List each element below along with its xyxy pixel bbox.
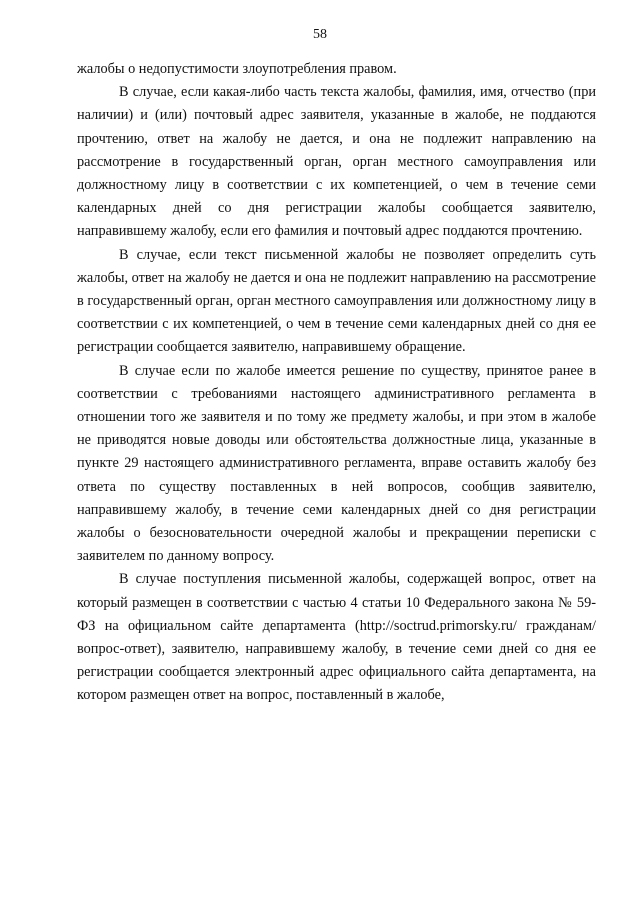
paragraph-undefined-essence: В случае, если текст письменной жалобы не позволяет определить суть жалобы, ответ на жалобу не дается и она не подлежит направлению на рассмотрение в государственный орган, орган местного самоуправления или должностному лицу в соответствии с их компетенцией, о чем в течение семи календарных дней со дня ее регистрации сообщается заявителю, направившему обращение. [77, 246, 596, 356]
paragraph-unreadable-complaint: В случае, если какая-либо часть текста жалобы, фамилия, имя, отчество (при наличии) и (или) почтовый адрес заявителя, указанные в жалобе, не поддаются прочтению, ответ на жалобу не дается, и она не подлежит направлению на рассмотрение в государственный орган, орган местного самоуправления или должностному лицу в соответствии с их компетенцией, о чем в течение семи календарных дней со дня регистрации жалобы сообщается заявителю, направившему жалобу, если его фамилия и почтовый адрес поддаются прочтению. [77, 84, 596, 240]
page-number: 58 [313, 27, 327, 42]
document-body [77, 58, 596, 708]
paragraph-answer-on-website: В случае поступления письменной жалобы, содержащей вопрос, ответ на который размещен в соответствии с частью 4 статьи 10 Федерального закона № 59-ФЗ на официальном сайте департамента (http://soctrud.primorsky.ru/ гражданам/вопрос-ответ), заявителю, направившему жалобу, в течение семи дней со дня ее регистрации сообщается электронный адрес официального сайта департамента, на котором размещен ответ на вопрос, поставленный в жалобе, [77, 571, 596, 704]
paragraph-continuation: жалобы о недопустимости злоупотребления правом. [77, 61, 397, 77]
paragraph-repeated-complaint: В случае если по жалобе имеется решение по существу, принятое ранее в соответствии с требованиями настоящего административного регламента в отношении того же заявителя и по тому же предмету жалобы, и при этом в жалобе не приводятся новые доводы или обстоятельства должностные лица, указанные в пункте 29 настоящего административного регламента, вправе оставить жалобу без ответа по существу поставленных в ней вопросов, сообщив заявителю, направившему жалобу, в течение семи календарных дней со дня регистрации жалобы о безосновательности очередной жалобы и прекращении переписки с заявителем по данному вопросу. [77, 362, 596, 565]
